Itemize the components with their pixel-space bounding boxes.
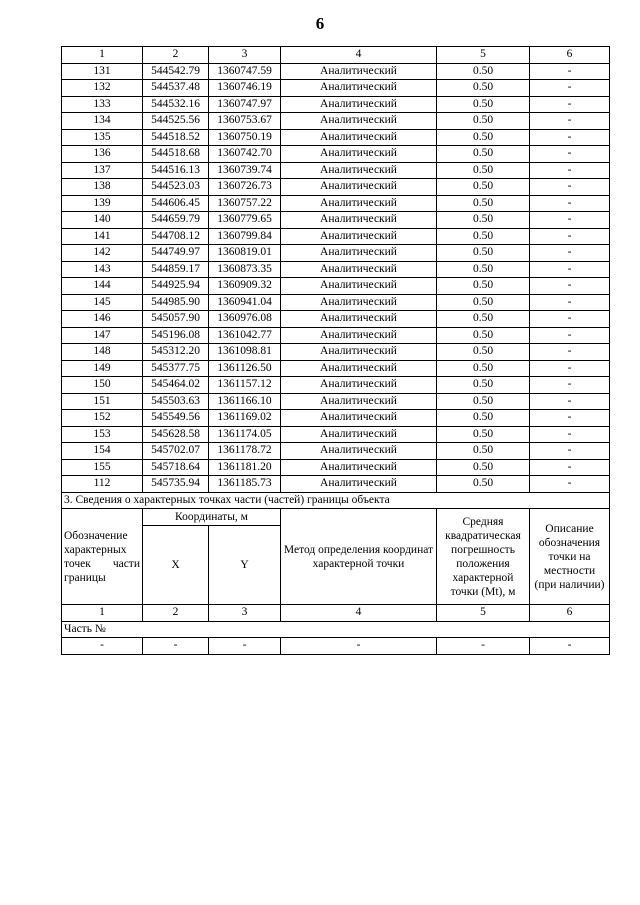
description: -: [530, 113, 610, 130]
description: -: [530, 261, 610, 278]
x-coordinate: 545503.63: [143, 393, 209, 410]
table-cell: -: [62, 638, 143, 655]
section-title-row: [62, 492, 610, 509]
table-row: [62, 410, 610, 427]
mean-error: 0.50: [437, 146, 530, 163]
method: Аналитический: [281, 278, 437, 295]
method: Аналитический: [281, 261, 437, 278]
table-row: [62, 360, 610, 377]
method-header: Метод определения координат характерной точки: [281, 509, 437, 605]
table-row: [62, 245, 610, 262]
table-row: [62, 212, 610, 229]
method: Аналитический: [281, 162, 437, 179]
y-coordinate: 1361181.20: [209, 459, 281, 476]
mean-error: 0.50: [437, 393, 530, 410]
method: Аналитический: [281, 311, 437, 328]
y-coordinate: 1361157.12: [209, 377, 281, 394]
mean-error: 0.50: [437, 360, 530, 377]
table-cell: -: [530, 638, 610, 655]
point-number: 112: [62, 476, 143, 493]
mean-error: 0.50: [437, 129, 530, 146]
table-row: [62, 426, 610, 443]
column-number: 3: [209, 605, 281, 622]
table-cell: -: [437, 638, 530, 655]
mean-error: 0.50: [437, 179, 530, 196]
table-row: [62, 195, 610, 212]
column-number: 1: [62, 605, 143, 622]
table-row: [62, 393, 610, 410]
table-row: [62, 311, 610, 328]
x-coordinate: 544659.79: [143, 212, 209, 229]
point-number: 131: [62, 63, 143, 80]
y-coordinate: 1360941.04: [209, 294, 281, 311]
column-number: 6: [530, 605, 610, 622]
coordinates-table: [61, 46, 610, 655]
x-coordinate: 545196.08: [143, 327, 209, 344]
description: -: [530, 129, 610, 146]
table-row: [62, 146, 610, 163]
x-coordinate: 545549.56: [143, 410, 209, 427]
description: -: [530, 63, 610, 80]
y-coordinate: 1360726.73: [209, 179, 281, 196]
method: Аналитический: [281, 212, 437, 229]
description: -: [530, 311, 610, 328]
point-number: 133: [62, 96, 143, 113]
description: -: [530, 80, 610, 97]
mean-error: 0.50: [437, 113, 530, 130]
description-header: Описание обозначения точки на местности (при наличии): [530, 509, 610, 605]
method: Аналитический: [281, 179, 437, 196]
mean-error: 0.50: [437, 294, 530, 311]
point-number: 153: [62, 426, 143, 443]
x-coordinate: 545464.02: [143, 377, 209, 394]
column-number: 1: [62, 47, 143, 64]
mean-error: 0.50: [437, 162, 530, 179]
point-number: 155: [62, 459, 143, 476]
x-coordinate: 545312.20: [143, 344, 209, 361]
column-number: 6: [530, 47, 610, 64]
point-number: 136: [62, 146, 143, 163]
x-coordinate: 545628.58: [143, 426, 209, 443]
method: Аналитический: [281, 96, 437, 113]
description: -: [530, 360, 610, 377]
point-number: 139: [62, 195, 143, 212]
table-row: [62, 113, 610, 130]
y-coordinate: 1360976.08: [209, 311, 281, 328]
error-header: Средняя квадратическая погрешность положения характерной точки (Mt), м: [437, 509, 530, 605]
x-coordinate: 544749.97: [143, 245, 209, 262]
x-coordinate: 544708.12: [143, 228, 209, 245]
column-number-row: [62, 605, 610, 622]
point-number: 145: [62, 294, 143, 311]
mean-error: 0.50: [437, 80, 530, 97]
x-coordinate: 544532.16: [143, 96, 209, 113]
mean-error: 0.50: [437, 327, 530, 344]
mean-error: 0.50: [437, 96, 530, 113]
method: Аналитический: [281, 113, 437, 130]
column-number: 5: [437, 605, 530, 622]
method: Аналитический: [281, 426, 437, 443]
point-number: 147: [62, 327, 143, 344]
y-coordinate: 1361169.02: [209, 410, 281, 427]
table-row: [62, 96, 610, 113]
x-coordinate: 545735.94: [143, 476, 209, 493]
point-number: 135: [62, 129, 143, 146]
y-coordinate: 1361178.72: [209, 443, 281, 460]
x-coordinate: 544516.13: [143, 162, 209, 179]
description: -: [530, 195, 610, 212]
x-coordinate: 544859.17: [143, 261, 209, 278]
table-row: [62, 228, 610, 245]
x-coordinate: 544925.94: [143, 278, 209, 295]
x-coordinate: 544518.68: [143, 146, 209, 163]
y-coordinate: 1360750.19: [209, 129, 281, 146]
x-coordinate: 544985.90: [143, 294, 209, 311]
x-coordinate: 544537.48: [143, 80, 209, 97]
table-row: [62, 459, 610, 476]
method: Аналитический: [281, 476, 437, 493]
mean-error: 0.50: [437, 261, 530, 278]
point-number: 148: [62, 344, 143, 361]
column-number: 3: [209, 47, 281, 64]
point-number: 137: [62, 162, 143, 179]
table-row: [62, 476, 610, 493]
table-row: [62, 294, 610, 311]
point-number: 142: [62, 245, 143, 262]
y-coordinate: 1360819.01: [209, 245, 281, 262]
point-number: 144: [62, 278, 143, 295]
method: Аналитический: [281, 327, 437, 344]
mean-error: 0.50: [437, 377, 530, 394]
header-row: [62, 509, 610, 526]
mean-error: 0.50: [437, 344, 530, 361]
point-number: 140: [62, 212, 143, 229]
table-row: [62, 80, 610, 97]
section-title: 3. Сведения о характерных точках части (частей) границы объекта: [62, 492, 610, 509]
x-coordinate: 544542.79: [143, 63, 209, 80]
point-number: 151: [62, 393, 143, 410]
description: -: [530, 179, 610, 196]
mean-error: 0.50: [437, 63, 530, 80]
x-coordinate: 545057.90: [143, 311, 209, 328]
table-row: [62, 278, 610, 295]
point-number: 152: [62, 410, 143, 427]
x-coordinate: 544606.45: [143, 195, 209, 212]
description: -: [530, 410, 610, 427]
y-coordinate: 1360747.97: [209, 96, 281, 113]
y-coordinate: 1360873.35: [209, 261, 281, 278]
mean-error: 0.50: [437, 278, 530, 295]
description: -: [530, 344, 610, 361]
column-number-row: [62, 47, 610, 64]
y-coordinate: 1361126.50: [209, 360, 281, 377]
column-number: 5: [437, 47, 530, 64]
y-coordinate: 1360739.74: [209, 162, 281, 179]
x-coordinate: 544518.52: [143, 129, 209, 146]
mean-error: 0.50: [437, 410, 530, 427]
method: Аналитический: [281, 294, 437, 311]
column-number: 2: [143, 47, 209, 64]
point-number: 154: [62, 443, 143, 460]
description: -: [530, 212, 610, 229]
x-coordinate: 545377.75: [143, 360, 209, 377]
mean-error: 0.50: [437, 228, 530, 245]
method: Аналитический: [281, 129, 437, 146]
x-coordinate: 545718.64: [143, 459, 209, 476]
method: Аналитический: [281, 80, 437, 97]
page-number: 6: [315, 14, 325, 33]
y-coordinate: 1361174.05: [209, 426, 281, 443]
y-coordinate: 1361042.77: [209, 327, 281, 344]
table-row: [62, 327, 610, 344]
y-coordinate: 1360909.32: [209, 278, 281, 295]
method: Аналитический: [281, 228, 437, 245]
mean-error: 0.50: [437, 195, 530, 212]
table-row: [62, 179, 610, 196]
table-cell: -: [209, 638, 281, 655]
table-row: [62, 261, 610, 278]
description: -: [530, 228, 610, 245]
mean-error: 0.50: [437, 212, 530, 229]
point-number: 132: [62, 80, 143, 97]
part-row: [62, 621, 610, 638]
point-number: 141: [62, 228, 143, 245]
description: -: [530, 393, 610, 410]
point-number: 149: [62, 360, 143, 377]
method: Аналитический: [281, 245, 437, 262]
point-number: 138: [62, 179, 143, 196]
method: Аналитический: [281, 459, 437, 476]
column-number: 4: [281, 47, 437, 64]
mean-error: 0.50: [437, 476, 530, 493]
x-coordinate: 544525.56: [143, 113, 209, 130]
mean-error: 0.50: [437, 245, 530, 262]
table-row: [62, 377, 610, 394]
mean-error: 0.50: [437, 311, 530, 328]
x-coordinate: 544523.03: [143, 179, 209, 196]
table-row: [62, 162, 610, 179]
mean-error: 0.50: [437, 426, 530, 443]
point-number: 134: [62, 113, 143, 130]
table-row: [62, 63, 610, 80]
mean-error: 0.50: [437, 443, 530, 460]
point-number: 146: [62, 311, 143, 328]
method: Аналитический: [281, 195, 437, 212]
point-number: 143: [62, 261, 143, 278]
column-number: 4: [281, 605, 437, 622]
y-coordinate: 1360742.70: [209, 146, 281, 163]
empty-data-row: [62, 638, 610, 655]
table-row: [62, 443, 610, 460]
y-coordinate: 1360757.22: [209, 195, 281, 212]
point-designation-header: Обозначение характерных точек части границы: [62, 509, 143, 605]
description: -: [530, 426, 610, 443]
x-coordinate: 545702.07: [143, 443, 209, 460]
method: Аналитический: [281, 393, 437, 410]
y-coordinate: 1360779.65: [209, 212, 281, 229]
y-coordinate: 1361098.81: [209, 344, 281, 361]
description: -: [530, 278, 610, 295]
method: Аналитический: [281, 410, 437, 427]
y-coordinate: 1361166.10: [209, 393, 281, 410]
description: -: [530, 327, 610, 344]
y-coordinate: 1360746.19: [209, 80, 281, 97]
description: -: [530, 162, 610, 179]
description: -: [530, 377, 610, 394]
description: -: [530, 476, 610, 493]
description: -: [530, 245, 610, 262]
table-cell: -: [281, 638, 437, 655]
table-row: [62, 129, 610, 146]
description: -: [530, 96, 610, 113]
description: -: [530, 146, 610, 163]
x-header: X: [143, 526, 209, 605]
table-row: [62, 344, 610, 361]
y-coordinate: 1360747.59: [209, 63, 281, 80]
y-coordinate: 1361185.73: [209, 476, 281, 493]
description: -: [530, 294, 610, 311]
y-header: Y: [209, 526, 281, 605]
method: Аналитический: [281, 63, 437, 80]
method: Аналитический: [281, 443, 437, 460]
mean-error: 0.50: [437, 459, 530, 476]
method: Аналитический: [281, 146, 437, 163]
table-cell: -: [143, 638, 209, 655]
description: -: [530, 459, 610, 476]
column-number: 2: [143, 605, 209, 622]
point-number: 150: [62, 377, 143, 394]
method: Аналитический: [281, 377, 437, 394]
y-coordinate: 1360799.84: [209, 228, 281, 245]
y-coordinate: 1360753.67: [209, 113, 281, 130]
part-label: Часть №: [62, 621, 610, 638]
method: Аналитический: [281, 344, 437, 361]
coordinates-header: Координаты, м: [143, 509, 281, 526]
description: -: [530, 443, 610, 460]
method: Аналитический: [281, 360, 437, 377]
